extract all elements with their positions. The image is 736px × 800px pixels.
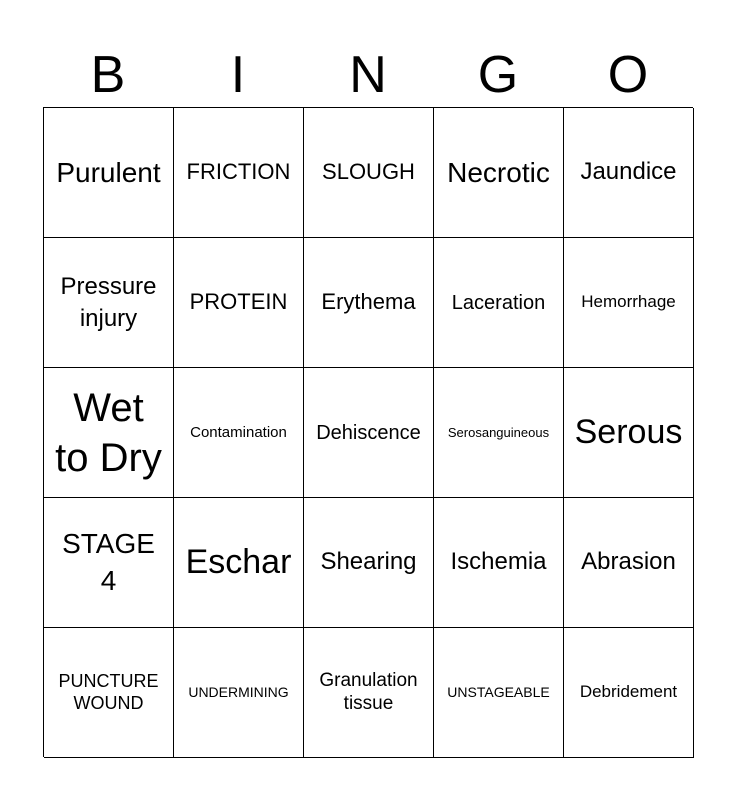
bingo-cell[interactable] (304, 108, 434, 238)
cell-text: PUNCTURE WOUND (58, 670, 159, 713)
bingo-cell[interactable] (44, 628, 174, 758)
cell-text: Dehiscence (316, 421, 421, 444)
cell-text: Eschar (185, 543, 292, 582)
header-letter-o: O (607, 46, 649, 104)
bingo-cell[interactable] (174, 238, 304, 368)
bingo-cell[interactable] (434, 628, 564, 758)
cell-text: UNDERMINING (188, 684, 289, 701)
bingo-cell[interactable] (564, 628, 694, 758)
bingo-cell[interactable] (434, 498, 564, 628)
bingo-cell[interactable] (434, 368, 564, 498)
cell-text: Ischemia (450, 548, 547, 576)
cell-text: STAGE 4 (62, 528, 155, 596)
bingo-cell[interactable] (174, 498, 304, 628)
bingo-cell[interactable] (304, 368, 434, 498)
bingo-cell[interactable] (174, 368, 304, 498)
cell-text: SLOUGH (322, 159, 415, 185)
cell-text: Debridement (579, 682, 678, 702)
cell-text: FRICTION (186, 159, 291, 185)
bingo-cell[interactable] (44, 368, 174, 498)
bingo-cell[interactable] (44, 108, 174, 238)
cell-text: Laceration (451, 291, 546, 314)
cell-text: Purulent (56, 156, 161, 188)
cell-text: Hemorrhage (581, 292, 676, 312)
cell-text: PROTEIN (189, 289, 288, 315)
bingo-cell[interactable] (434, 108, 564, 238)
header-letter-i: I (230, 46, 246, 104)
bingo-cell[interactable] (564, 108, 694, 238)
header-letter-n: N (349, 46, 387, 104)
bingo-cell[interactable] (304, 498, 434, 628)
cell-text: UNSTAGEABLE (447, 684, 550, 701)
bingo-cell[interactable] (564, 368, 694, 498)
cell-text: Granulation tissue (319, 669, 418, 714)
bingo-cell[interactable] (174, 108, 304, 238)
cell-text: Serosanguineous (447, 424, 550, 440)
bingo-header (43, 44, 693, 106)
bingo-cell[interactable] (564, 498, 694, 628)
cell-text: Wet to Dry (55, 385, 162, 480)
bingo-cell[interactable] (44, 238, 174, 368)
bingo-cell[interactable] (434, 238, 564, 368)
cell-text: Contamination (190, 423, 287, 441)
header-letter-b: B (90, 46, 126, 104)
cell-text: Serous (574, 413, 683, 452)
bingo-cell[interactable] (564, 238, 694, 368)
bingo-cell[interactable] (44, 498, 174, 628)
header-letter-g: G (477, 46, 519, 104)
cell-text: Pressure injury (60, 273, 157, 332)
cell-text: Shearing (320, 548, 417, 576)
cell-text: Jaundice (580, 158, 677, 186)
bingo-cell[interactable] (304, 628, 434, 758)
cell-text: Necrotic (447, 156, 550, 188)
bingo-cell[interactable] (174, 628, 304, 758)
cell-text: Abrasion (581, 548, 676, 576)
bingo-board (43, 107, 693, 757)
bingo-cell[interactable] (304, 238, 434, 368)
cell-text: Erythema (321, 289, 416, 315)
